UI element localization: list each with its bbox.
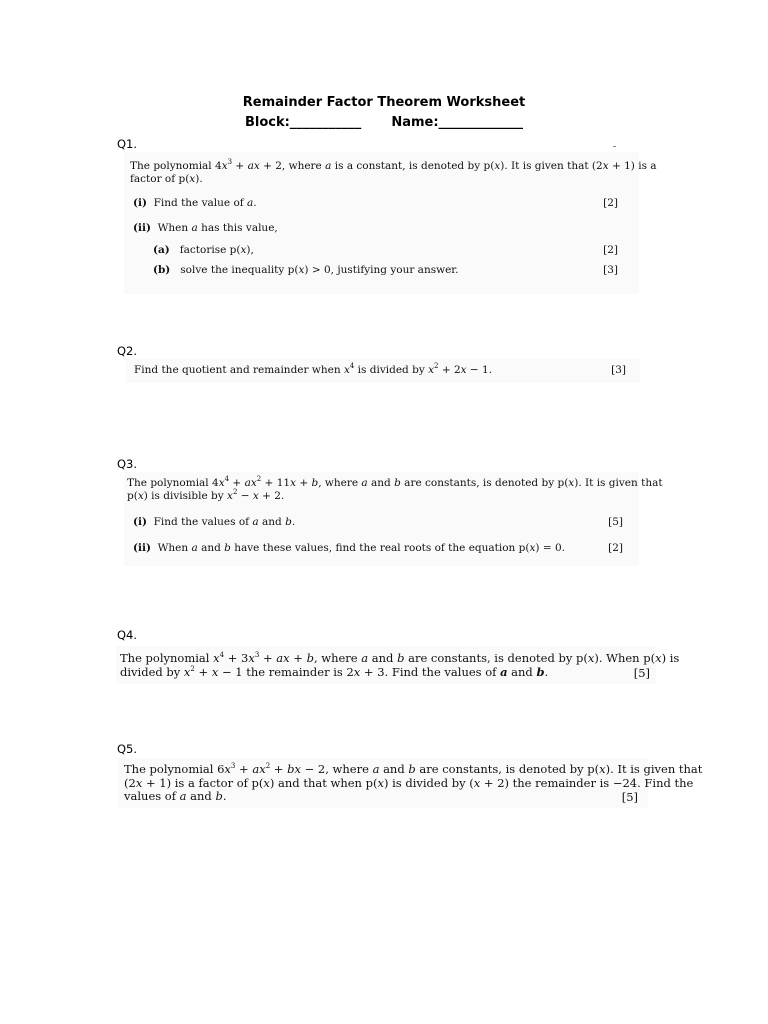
question-3-label: Q3. [117,457,138,471]
q1-part-ii: (ii) When a has this value, [133,222,278,234]
q3-part-i: (i) Find the values of a and b. [133,516,296,528]
question-4-stem: The polynomial $x^4 + 3x^3$ + ax + b, where a and b are constants, is denoted by p(x). When p(x) is [120,651,680,665]
question-5-stem-line-2: (2x + 1) is a factor of p(x) and that when p(x) is divided by (x + 2) the remainder is −24. Find the [124,776,694,790]
q1-part-i: (i) Find the value of a. [133,197,257,209]
question-1-stem: The polynomial $4x^3$ + ax + 2, where a is a constant, is denoted by p(x). It is given that (2x + 1) is a [130,158,657,172]
question-5-stem-line-3: values of a and b. [124,789,227,803]
question-4-block [116,646,680,684]
worksheet-title: Remainder Factor Theorem Worksheet [242,95,526,110]
question-2-text: Find the quotient and remainder when $x^4$ is divided by $x^2 + 2x - 1$. [134,362,493,376]
q1-part-i-marks: [2] [603,197,618,209]
question-1-label: Q1. [117,137,138,151]
q3-part-ii: (ii) When a and b have these values, find the real roots of the equation p(x) = 0. [133,542,565,554]
question-2-marks: [3] [611,364,626,376]
q1-part-a: (a) factorise p(x), [153,244,254,256]
question-4-stem-line-2: divided by $x^2 + x - 1$ the remainder is 2x + 3. Find the values of a and b. [120,665,549,679]
question-5-marks: [5] [621,790,638,804]
question-4-marks: [5] [633,666,650,680]
question-5-block [118,758,703,808]
q3-part-ii-marks: [2] [608,542,623,554]
question-2-label: Q2. [117,344,138,358]
question-2-block [126,359,640,383]
question-5-label: Q5. [117,742,138,756]
question-4-label: Q4. [117,628,138,642]
scan-mark [613,146,616,147]
question-3-stem-line-2: p(x) is divisible by $x^2 - x + 2$. [127,488,285,502]
question-1-block [124,152,657,294]
worksheet-fields [0,115,768,130]
question-3-stem: The polynomial $4x^4 + ax^2 + 11x + b$, where a and b are constants, is denoted by p(x). It is given that [127,475,663,489]
q1-part-b: (b) solve the inequality p(x) > 0, justifying your answer. [153,264,459,276]
question-5-stem: The polynomial $6x^3 + ax^2$ + bx − 2, where a and b are constants, is denoted by p(x). It is given that [124,762,703,776]
name-field-label: Name:_____________ [391,115,524,130]
q3-part-i-marks: [5] [608,516,623,528]
question-3-block [124,472,663,566]
q1-part-b-marks: [3] [603,264,618,276]
block-field-label: Block:___________ [244,115,362,130]
question-1-stem-line-2: factor of p(x). [130,173,203,185]
q1-part-a-marks: [2] [603,244,618,256]
